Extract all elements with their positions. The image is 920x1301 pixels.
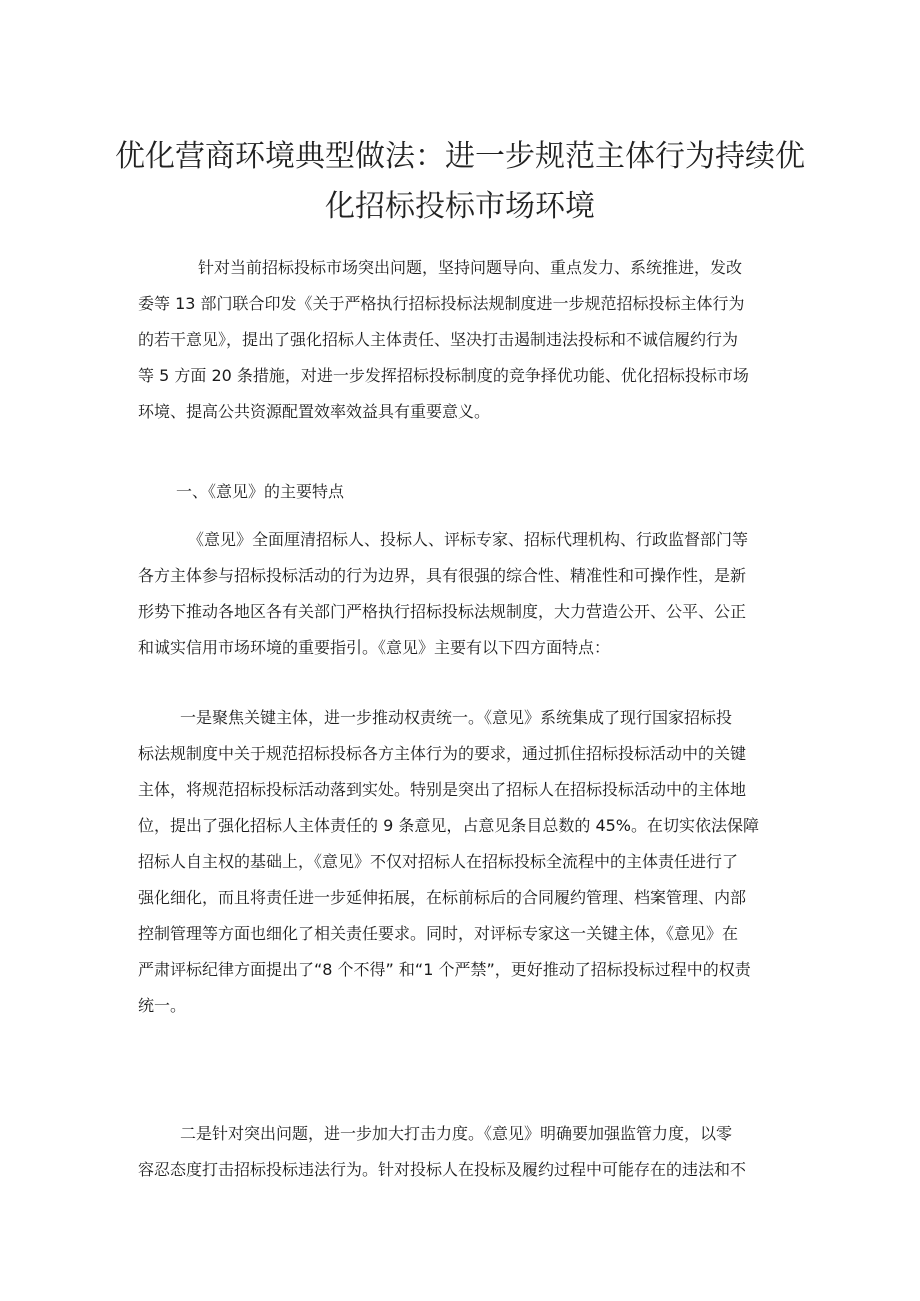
text-line: 的若干意见》，提出了强化招标人主体责任、坚决打击遏制违法投标和不诚信履约行为	[138, 330, 739, 349]
paragraph-feature-one	[138, 700, 788, 1024]
section-heading	[138, 474, 788, 510]
text-line: 招标人自主权的基础上，《意见》不仅对招标人在招标投标全流程中的主体责任进行了	[138, 852, 739, 871]
text-line: 形势下推动各地区各有关部门严格执行招标投标法规制度，大力营造公开、公平、公正	[138, 602, 747, 621]
document-title-line-1: 优化营商环境典型做法：进一步规范主体行为持续优	[115, 139, 805, 174]
text-line: 严肃评标纪律方面提出了“8 个不得” 和“1 个严禁”，更好推动了招标投标过程中的权责	[138, 960, 751, 979]
heading-text: 一、《意见》的主要特点	[176, 482, 345, 501]
text-line: 针对当前招标投标市场突出问题，坚持问题导向、重点发力、系统推进，发改	[198, 258, 743, 277]
text-line: 容忍态度打击招标投标违法行为。针对投标人在投标及履约过程中可能存在的违法和不	[138, 1160, 747, 1179]
text-line: 委等 13 部门联合印发《关于严格执行招标投标法规制度进一步规范招标投标主体行为	[138, 294, 745, 313]
paragraph-features-overview	[138, 522, 788, 666]
paragraph-intro	[138, 250, 788, 430]
text-line: 等 5 方面 20 条措施，对进一步发挥招标投标制度的竞争择优功能、优化招标投标市场	[138, 366, 749, 385]
text-line: 环境、提高公共资源配置效率效益具有重要意义。	[138, 402, 491, 421]
text-line: 位，提出了强化招标人主体责任的 9 条意见，占意见条目总数的 45%。在切实依法保障	[138, 816, 760, 835]
text-line: 主体，将规范招标投标活动落到实处。特别是突出了招标人在招标投标活动中的主体地	[138, 780, 747, 799]
text-line: 和诚实信用市场环境的重要指引。《意见》主要有以下四方面特点：	[138, 638, 611, 657]
text-line: 统一。	[138, 996, 187, 1015]
text-line: 一是聚焦关键主体，进一步推动权责统一。《意见》系统集成了现行国家招标投	[180, 708, 733, 727]
document-title-line-2: 化招标投标市场环境	[325, 189, 595, 224]
paragraph-feature-two	[138, 1116, 788, 1188]
text-line: 二是针对突出问题，进一步加大打击力度。《意见》明确要加强监管力度，以零	[180, 1124, 733, 1143]
text-line: 标法规制度中关于规范招标投标各方主体行为的要求，通过抓住招标投标活动中的关键	[138, 744, 747, 763]
text-line: 《意见》全面厘清招标人、投标人、评标专家、招标代理机构、行政监督部门等	[188, 530, 749, 549]
text-line: 强化细化，而且将责任进一步延伸拓展，在标前标后的合同履约管理、档案管理、内部	[138, 888, 747, 907]
text-line: 各方主体参与招标投标活动的行为边界，具有很强的综合性、精准性和可操作性，是新	[138, 566, 747, 585]
text-line: 控制管理等方面也细化了相关责任要求。同时，对评标专家这一关键主体，《意见》在	[138, 924, 739, 943]
